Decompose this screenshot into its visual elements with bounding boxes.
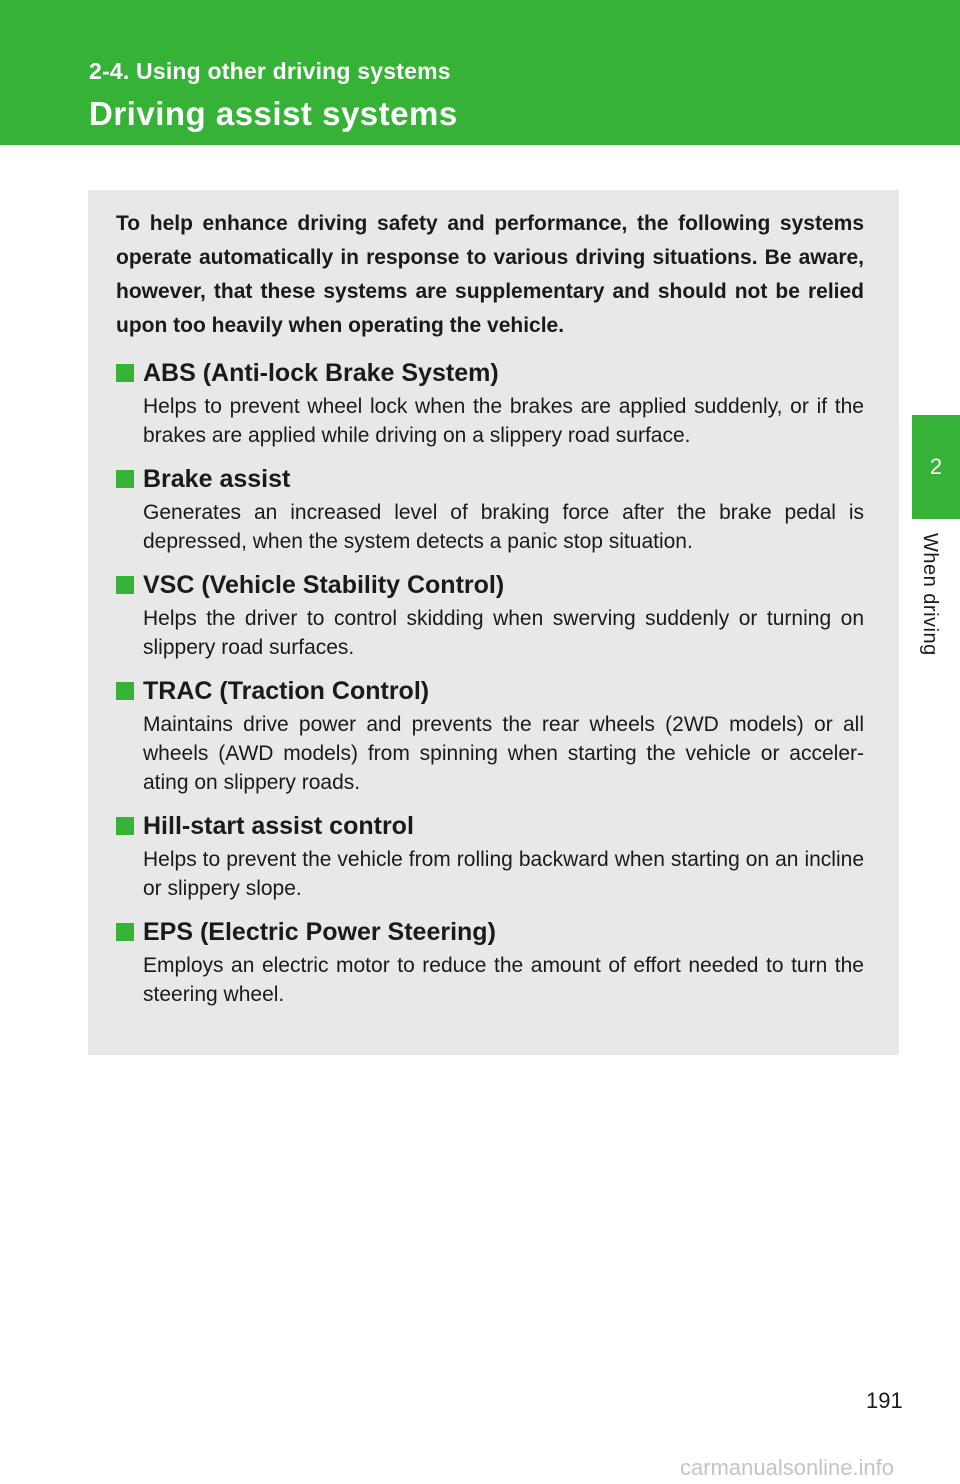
list-item-vsc: [116, 569, 864, 662]
list-item-abs: [116, 357, 864, 450]
item-body: Helps to prevent the vehicle from rolling backward when starting on an incline or slippery slope.: [143, 848, 864, 900]
square-bullet-icon: [116, 364, 134, 382]
list-item-hill-start: [116, 810, 864, 903]
item-body: Employs an electric motor to reduce the amount of effort needed to turn the steering wheel.: [143, 954, 864, 1006]
item-heading: [116, 463, 864, 495]
item-body: Helps to prevent wheel lock when the brakes are applied suddenly, or if the brakes are applied while driving on a slippery road surface.: [143, 395, 864, 447]
chapter-label: When driving: [919, 533, 941, 656]
item-heading: [116, 357, 864, 389]
square-bullet-icon: [116, 923, 134, 941]
square-bullet-icon: [116, 682, 134, 700]
header-bar: [0, 0, 960, 145]
chapter-number: 2: [929, 454, 943, 479]
item-heading-text: ABS (Anti-lock Brake System): [143, 359, 499, 387]
chapter-tab[interactable]: [912, 415, 960, 519]
item-heading-text: Brake assist: [143, 465, 291, 493]
item-heading: [116, 569, 864, 601]
item-body: Maintains drive power and prevents the rear wheels (2WD models) or all wheels (AWD models) from spinning when starting the vehicle or acceler-ating on slippery roads.: [143, 713, 864, 794]
intro-paragraph: To help enhance driving safety and performance, the following systems operate automatically in response to various driving situations. Be aware, however, that these systems are supplementary and should not be relied upon too heavily when operating the vehicle.: [116, 212, 864, 337]
watermark: carmanualsonline.info: [680, 1455, 895, 1480]
item-heading-text: VSC (Vehicle Stability Control): [143, 571, 505, 599]
item-heading: [116, 916, 864, 948]
list-item-eps: [116, 916, 864, 1009]
item-body: Helps the driver to control skidding when swerving suddenly or turning on slippery road surfaces.: [143, 607, 864, 659]
page-number: 191: [866, 1388, 903, 1413]
content-box: [88, 190, 899, 1055]
square-bullet-icon: [116, 817, 134, 835]
item-heading-text: Hill-start assist control: [143, 812, 414, 840]
list-item-trac: [116, 675, 864, 797]
list-item-brake-assist: [116, 463, 864, 556]
item-heading-text: EPS (Electric Power Steering): [143, 918, 496, 946]
square-bullet-icon: [116, 470, 134, 488]
page-title: Driving assist systems: [89, 95, 458, 132]
section-label: 2-4. Using other driving systems: [89, 58, 451, 84]
item-heading-text: TRAC (Traction Control): [143, 677, 430, 705]
item-heading: [116, 810, 864, 842]
item-heading: [116, 675, 864, 707]
item-body: Generates an increased level of braking force after the brake pedal is depressed, when the system detects a panic stop situation.: [143, 501, 864, 553]
square-bullet-icon: [116, 576, 134, 594]
